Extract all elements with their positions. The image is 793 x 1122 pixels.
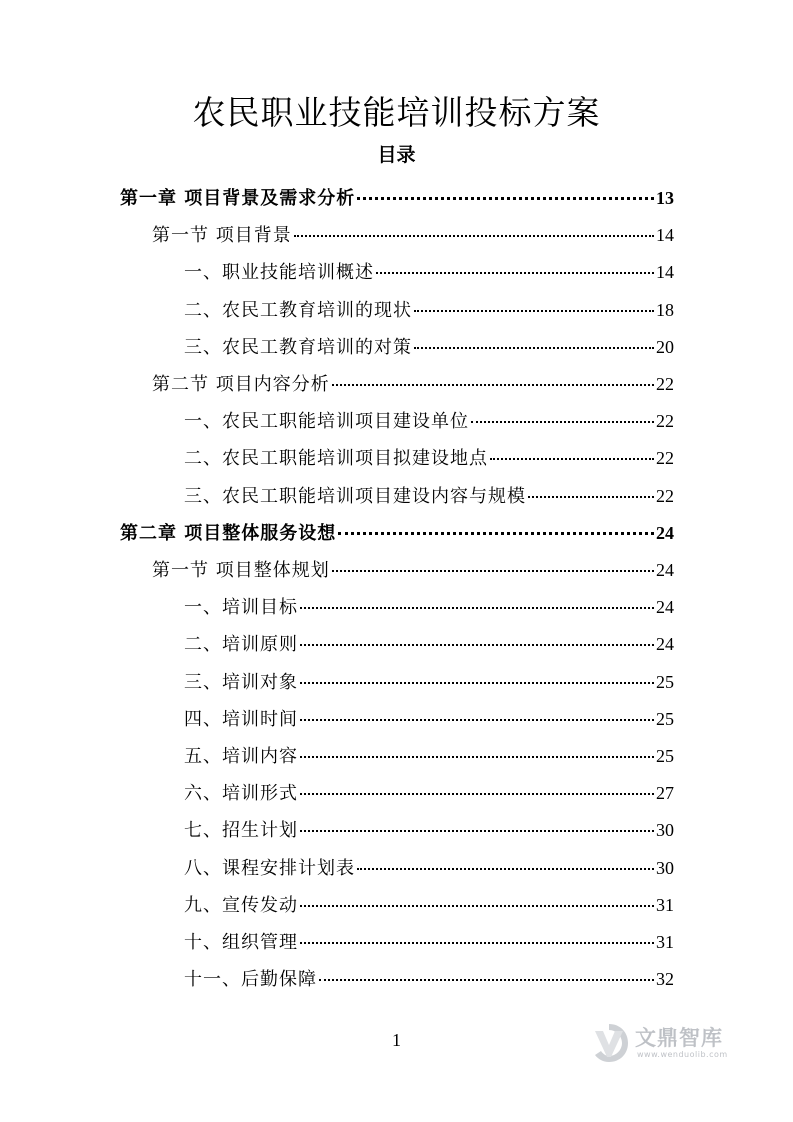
toc-entry[interactable] [184,741,674,771]
toc-entry[interactable] [120,518,674,548]
toc-entry-title: 八、课程安排计划表 [184,857,355,879]
toc-entry-title: 九、宣传发动 [184,894,298,916]
toc-entry-page: 31 [656,932,674,952]
toc-entry-title: 二、培训原则 [184,634,298,656]
toc-entry[interactable] [184,667,674,697]
toc-entry-page: 24 [656,560,674,580]
toc-entry[interactable] [184,778,674,808]
toc-entry-title: 二、农民工职能培训项目拟建设地点 [184,448,488,470]
toc-entry-title: 第二章 项目整体服务设想 [120,522,337,544]
toc-dot-leader [300,681,654,684]
toc-entry-page: 25 [656,671,674,692]
toc-entry[interactable] [184,927,674,957]
toc-entry[interactable] [152,555,674,585]
toc-dot-leader [414,346,654,349]
toc-entry-title: 三、农民工职能培训项目建设内容与规模 [184,485,526,507]
toc-entry-title: 第一节 项目整体规划 [152,560,330,581]
toc-dot-leader [332,569,654,572]
toc-entry-page: 22 [656,411,674,432]
toc-entry[interactable] [184,964,674,994]
toc-entry[interactable] [184,257,674,287]
toc-entry-page: 25 [656,708,674,729]
toc-dot-leader [300,904,654,907]
toc-dot-leader [357,867,654,870]
toc-entry-page: 27 [656,783,674,804]
toc-entry[interactable] [120,183,674,213]
toc-dot-leader [300,941,654,944]
toc-entry-page: 24 [656,634,674,655]
toc-entry[interactable] [184,629,674,659]
toc-entry[interactable] [184,815,674,845]
toc-dot-leader [300,755,654,758]
toc-dot-leader [414,309,654,312]
toc-dot-leader [338,531,654,535]
toc-entry-page: 31 [656,894,674,915]
toc-entry[interactable] [184,406,674,436]
toc-entry[interactable] [184,295,674,325]
toc-entry-title: 第一节 项目背景 [152,225,292,247]
toc-entry-title: 第二节 项目内容分析 [152,374,330,395]
page-number: 1 [392,1030,401,1050]
toc-entry-title: 一、职业技能培训概述 [184,262,374,284]
watermark [587,1021,728,1065]
watermark-logo-icon [587,1021,631,1065]
toc-entry[interactable] [184,332,674,362]
toc-dot-leader [528,495,654,498]
page-title: 农民职业技能培训投标方案 [192,93,601,132]
toc-entry[interactable] [184,443,674,473]
toc-entry[interactable] [152,369,674,399]
toc-entry-title: 七、招生计划 [184,820,298,842]
toc-entry-title: 一、培训目标 [184,597,298,619]
toc-entry-page: 13 [656,188,674,208]
toc-entry[interactable] [152,220,674,250]
toc-entry-page: 30 [656,820,674,841]
toc-entry-title: 三、培训对象 [184,671,298,693]
toc-entry-page: 18 [656,299,674,320]
toc-dot-leader [319,978,654,981]
toc-entry[interactable] [184,704,674,734]
toc-entry[interactable] [184,592,674,622]
toc-dot-leader [300,718,654,721]
toc-dot-leader [332,383,654,386]
toc-entry-title: 六、培训形式 [184,783,298,805]
toc-entry-title: 五、培训内容 [184,746,298,767]
toc-entry-page: 22 [656,485,674,506]
toc-entry-page: 22 [656,374,674,394]
toc-dot-leader [357,196,654,200]
toc-entry-page: 25 [656,746,674,766]
toc-dot-leader [471,420,654,423]
toc-entry-title: 第一章 项目背景及需求分析 [120,188,356,209]
toc-entry-page: 32 [656,969,674,990]
toc-dot-leader [300,606,654,609]
toc-heading: 目录 [377,144,416,166]
toc-dot-leader [300,829,654,832]
toc-dot-leader [300,792,654,795]
toc-entry-page: 24 [656,522,674,543]
toc-dot-leader [376,271,654,274]
toc-entry-page: 30 [656,857,674,878]
toc-entry-page: 14 [656,225,674,246]
toc-dot-leader [490,457,654,460]
watermark-url: www.wenduolib.com [637,1050,728,1059]
toc-dot-leader [300,643,654,646]
toc-entry-page: 20 [656,336,674,357]
toc-entry-title: 十、组织管理 [184,932,298,953]
toc-entry-page: 22 [656,448,674,469]
toc-entry-title: 一、农民工职能培训项目建设单位 [184,411,469,433]
toc-entry[interactable] [184,890,674,920]
toc-entry-page: 14 [656,262,674,283]
toc-entry-title: 三、农民工教育培训的对策 [184,336,412,358]
toc-entry-title: 二、农民工教育培训的现状 [184,299,412,321]
toc-entry-title: 十一、后勤保障 [184,969,317,991]
toc-entry-title: 四、培训时间 [184,708,298,730]
toc-entry-page: 24 [656,597,674,618]
toc-entry[interactable] [184,853,674,883]
watermark-name: 文鼎智库 [635,1026,723,1050]
toc-dot-leader [294,234,654,237]
toc-entry[interactable] [184,481,674,511]
